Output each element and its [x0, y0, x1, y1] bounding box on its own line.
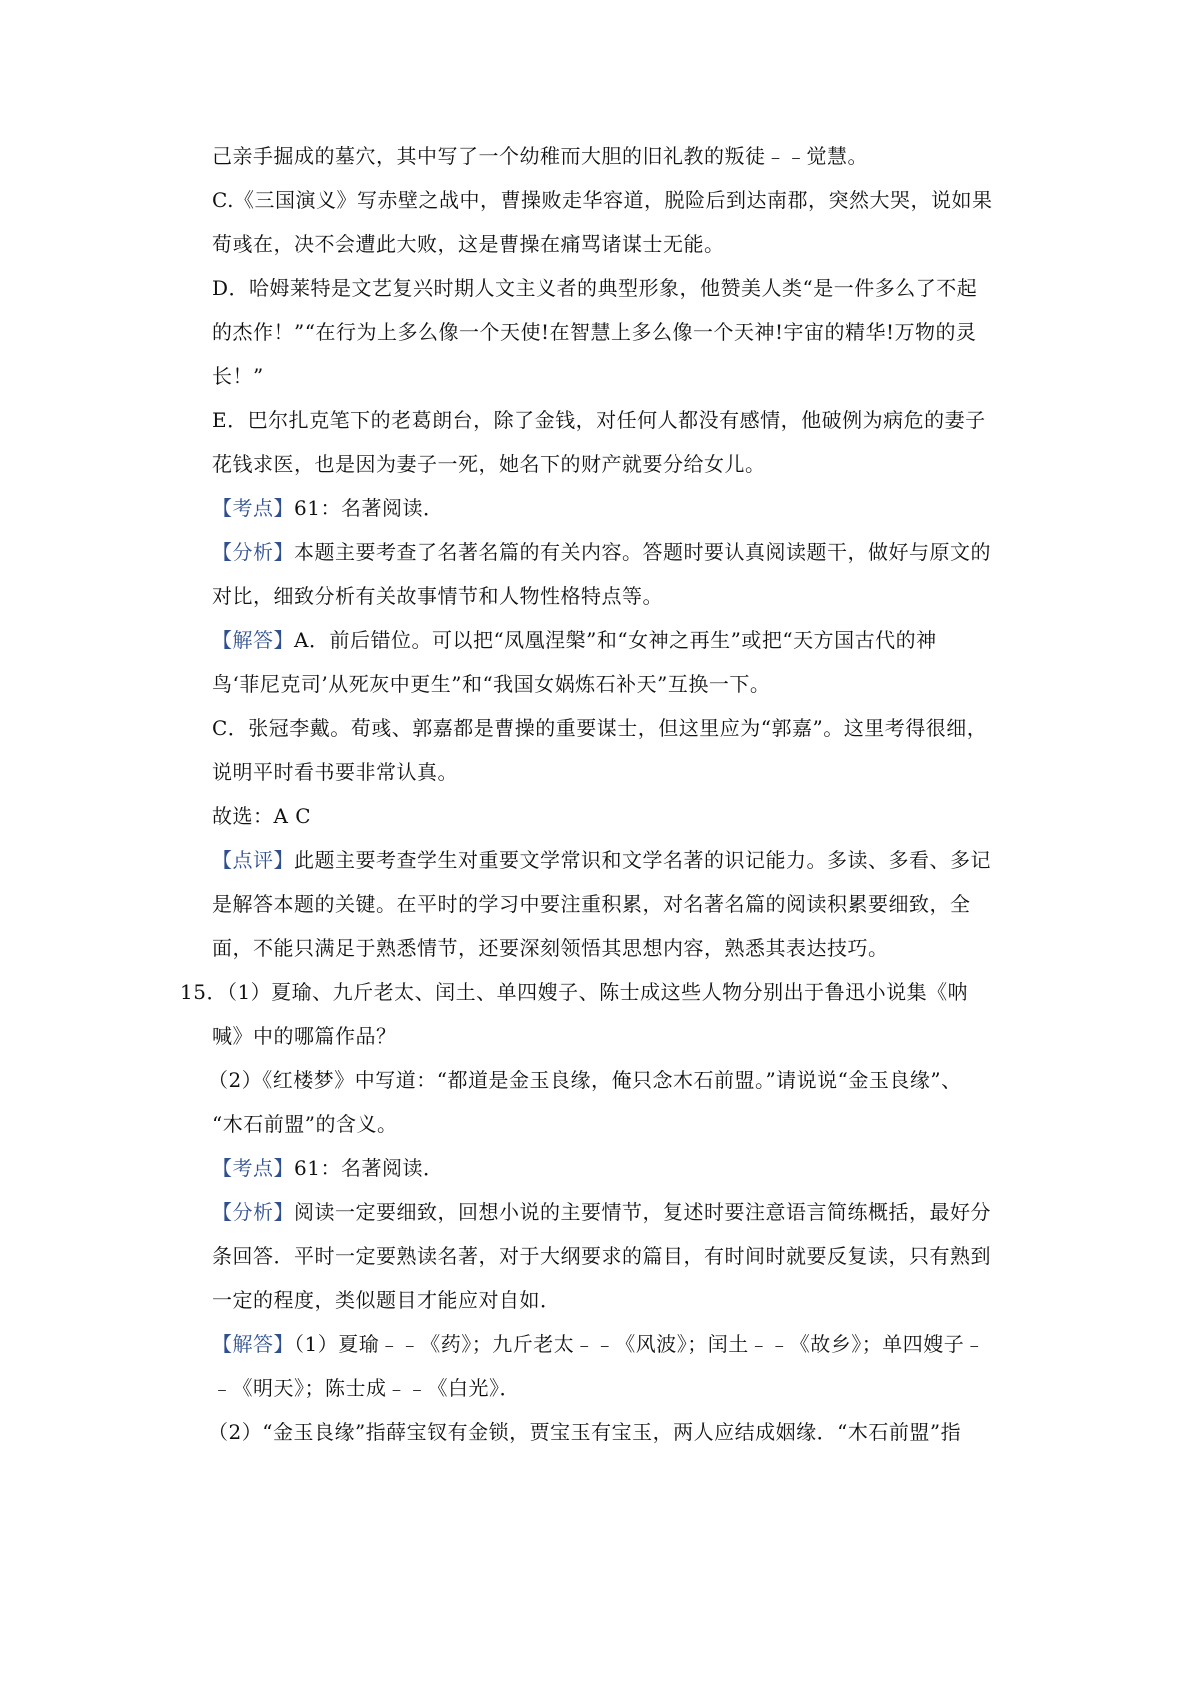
option-e-line-1: E．巴尔扎克笔下的老葛朗台，除了金钱，对任何人都没有感情，他破例为病危的妻子 [212, 408, 986, 432]
q14-dianping-line-2: 是解答本题的关键。在平时的学习中要注重积累，对名著名篇的阅读积累要细致，全 [212, 892, 971, 916]
option-c-line-2: 荀彧在，决不会遭此大败，这是曹操在痛骂诸谋士无能。 [212, 232, 725, 256]
q14-jieda-c-line-2: 说明平时看书要非常认真。 [212, 760, 458, 784]
option-c-line-1: C.《三国演义》写赤壁之战中，曹操败走华容道，脱险后到达南郡，突然大哭，说如果 [212, 188, 993, 212]
q15-fenxi-line-1 [212, 1198, 1028, 1226]
kaodian-tag: 【考点】 [212, 496, 294, 520]
jieda-text: A．前后错位。可以把“凤凰涅槃”和“女神之再生”或把“天方国古代的神 [294, 628, 937, 652]
fenxi-tag: 【分析】 [212, 540, 294, 564]
q15-fenxi-line-3: 一定的程度，类似题目才能应对自如． [212, 1288, 561, 1312]
kaodian-text: 61：名著阅读． [294, 1156, 444, 1180]
q15-part2-line-1: （2）《红楼梦》中写道：“都道是金玉良缘，俺只念木石前盟。”请说说“金玉良缘”、 [208, 1068, 962, 1092]
q15-jieda-line-2: ﹣《明天》；陈士成﹣﹣《白光》． [212, 1376, 520, 1400]
q15-part1-line-1: 15．（1）夏瑜、九斤老太、闰土、单四嫂子、陈士成这些人物分别出于鲁迅小说集《呐 [180, 980, 969, 1004]
jieda-tag: 【解答】 [212, 628, 294, 652]
q15-jieda-line-1 [212, 1330, 1028, 1358]
q15-part2-line-2: “木石前盟”的含义。 [212, 1112, 398, 1136]
q14-answer: 故选：A C [212, 804, 312, 828]
option-d-line-1: D．哈姆莱特是文艺复兴时期人文主义者的典型形象，他赞美人类“是一件多么了不起 [212, 276, 978, 300]
kaodian-tag: 【考点】 [212, 1156, 294, 1180]
option-d-line-2: 的杰作！”“在行为上多么像一个天使!在智慧上多么像一个天神!宇宙的精华!万物的灵 [212, 320, 977, 344]
q14-jieda-line-2: 鸟‘菲尼克司’从死灰中更生”和“我国女娲炼石补天”互换一下。 [212, 672, 771, 696]
fenxi-text: 本题主要考查了名著名篇的有关内容。答题时要认真阅读题干，做好与原文的 [294, 540, 991, 564]
option-b-continuation: 己亲手掘成的墓穴，其中写了一个幼稚而大胆的旧礼教的叛徒﹣﹣觉慧。 [212, 144, 868, 168]
q15-fenxi-line-2: 条回答．平时一定要熟读名著，对于大纲要求的篇目，有时间时就要反复读，只有熟到 [212, 1244, 991, 1268]
q14-kaodian [212, 494, 1028, 522]
q14-fenxi-line-1 [212, 538, 1028, 566]
option-d-line-3: 长！” [212, 364, 264, 388]
dianping-text: 此题主要考查学生对重要文学常识和文学名著的识记能力。多读、多看、多记 [294, 848, 991, 872]
jieda-text: （1）夏瑜﹣﹣《药》；九斤老太﹣﹣《风波》；闰土﹣﹣《故乡》；单四嫂子﹣ [294, 1332, 985, 1356]
q14-jieda-line-1 [212, 626, 1028, 654]
q15-kaodian [212, 1154, 1028, 1182]
q14-jieda-c-line-1: C．张冠李戴。荀彧、郭嘉都是曹操的重要谋士，但这里应为“郭嘉”。这里考得很细， [212, 716, 988, 740]
q14-dianping-line-3: 面，不能只满足于熟悉情节，还要深刻领悟其思想内容，熟悉其表达技巧。 [212, 936, 889, 960]
q14-dianping-line-1 [212, 846, 1028, 874]
dianping-tag: 【点评】 [212, 848, 294, 872]
fenxi-tag: 【分析】 [212, 1200, 294, 1224]
option-e-line-2: 花钱求医，也是因为妻子一死，她名下的财产就要分给女儿。 [212, 452, 766, 476]
q15-part1-line-2: 喊》中的哪篇作品？ [212, 1024, 397, 1048]
jieda-tag: 【解答】 [212, 1332, 294, 1356]
q15-jieda-2-line-1: （2）“金玉良缘”指薛宝钗有金锁，贾宝玉有宝玉，两人应结成姻缘．“木石前盟”指 [208, 1420, 962, 1444]
kaodian-text: 61：名著阅读． [294, 496, 444, 520]
fenxi-text: 阅读一定要细致，回想小说的主要情节，复述时要注意语言简练概括，最好分 [294, 1200, 991, 1224]
q14-fenxi-line-2: 对比，细致分析有关故事情节和人物性格特点等。 [212, 584, 663, 608]
